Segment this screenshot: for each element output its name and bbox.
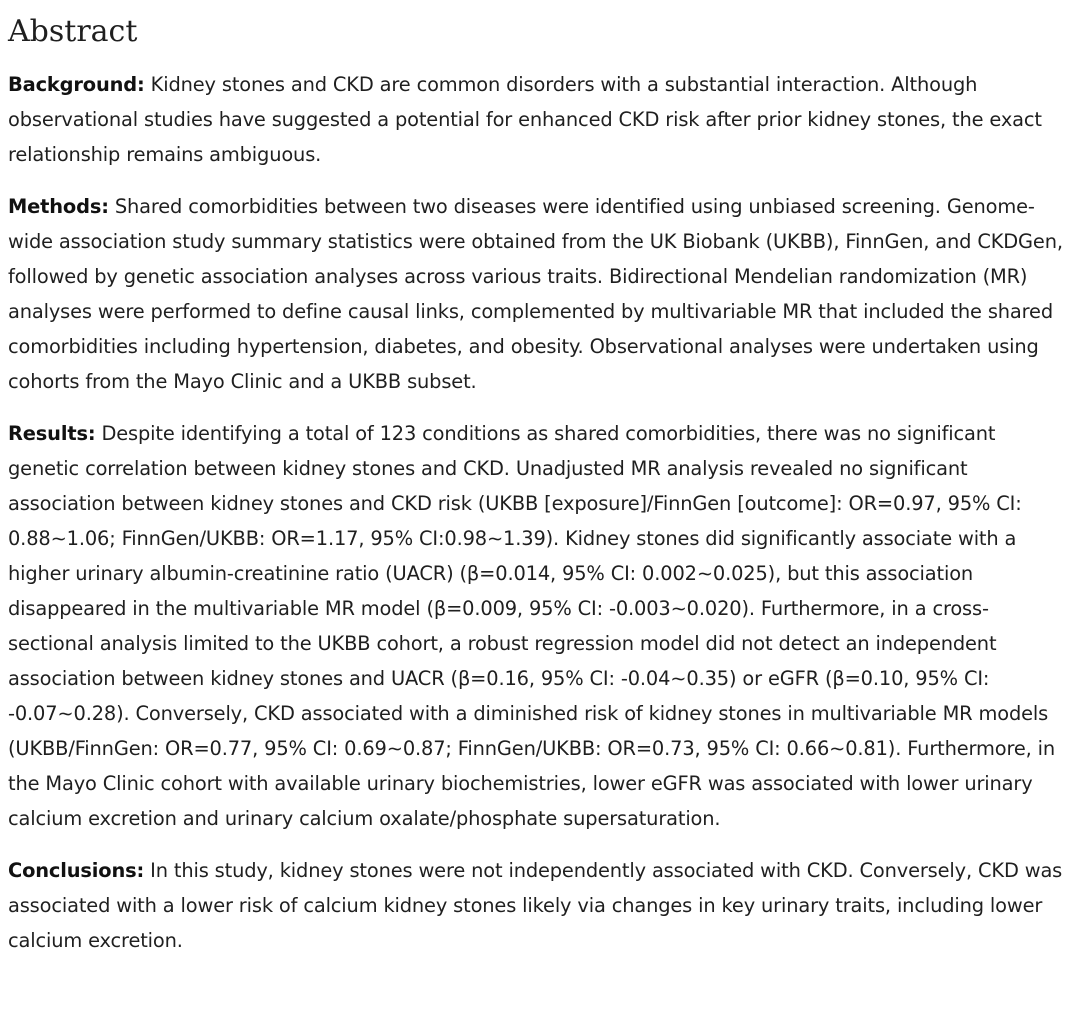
abstract-background-paragraph: [8, 67, 1072, 172]
abstract-results-paragraph: [8, 416, 1072, 836]
abstract-heading: Abstract: [8, 14, 138, 49]
methods-label: Methods:: [8, 195, 109, 218]
conclusions-text: In this study, kidney stones were not independently associated with CKD. Conversely, CKD was associated with a lower risk of calcium kidney stones likely via changes in key urinary traits, including lower calcium excretion.: [8, 859, 1063, 952]
results-label: Results:: [8, 422, 96, 445]
background-label: Background:: [8, 73, 145, 96]
background-text: Kidney stones and CKD are common disorders with a substantial interaction. Although observational studies have suggested a potential for enhanced CKD risk after prior kidney stones, the exact relationship remains ambiguous.: [8, 73, 1042, 166]
results-text: Despite identifying a total of 123 conditions as shared comorbidities, there was no significant genetic correlation between kidney stones and CKD. Unadjusted MR analysis revealed no significant association between kidney stones and CKD risk (UKBB [exposure]/FinnGen [outcome]: OR=0.97, 95% CI: 0.88∼1.06; FinnGen/UKBB: OR=1.17, 95% CI:0.98∼1.39). Kidney stones did significantly associate with a higher urinary albumin-creatinine ratio (UACR) (β=0.014, 95% CI: 0.002∼0.025), but this association disappeared in the multivariable MR model (β=0.009, 95% CI: -0.003∼0.020). Furthermore, in a cross-sectional analysis limited to the UKBB cohort, a robust regression model did not detect an independent association between kidney stones and UACR (β=0.16, 95% CI: -0.04∼0.35) or eGFR (β=0.10, 95% CI: -0.07∼0.28). Conversely, CKD associated with a diminished risk of kidney stones in multivariable MR models (UKBB/FinnGen: OR=0.77, 95% CI: 0.69∼0.87; FinnGen/UKBB: OR=0.73, 95% CI: 0.66∼0.81). Furthermore, in the Mayo Clinic cohort with available urinary biochemistries, lower eGFR was associated with lower urinary calcium excretion and urinary calcium oxalate/phosphate supersaturation.: [8, 422, 1056, 830]
abstract-conclusions-paragraph: [8, 853, 1072, 958]
conclusions-label: Conclusions:: [8, 859, 145, 882]
methods-text: Shared comorbidities between two diseases were identified using unbiased screening. Genome-wide association study summary statistics were obtained from the UK Biobank (UKBB), FinnGen, and CKDGen, followed by genetic association analyses across various traits. Bidirectional Mendelian randomization (MR) analyses were performed to define causal links, complemented by multivariable MR that included the shared comorbidities including hypertension, diabetes, and obesity. Observational analyses were undertaken using cohorts from the Mayo Clinic and a UKBB subset.: [8, 195, 1063, 393]
abstract-methods-paragraph: [8, 189, 1072, 399]
